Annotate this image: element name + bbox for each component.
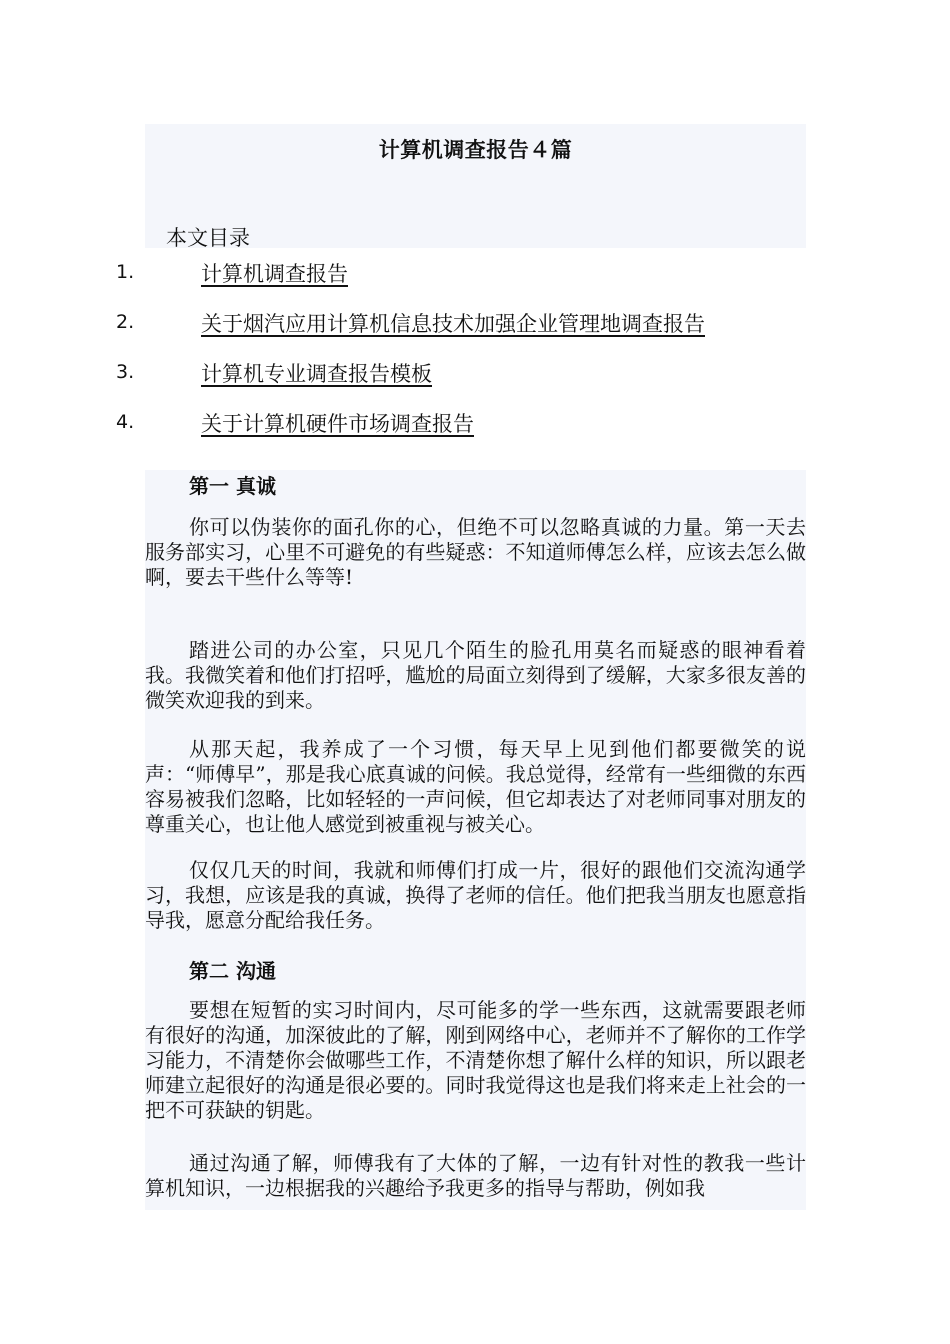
paragraph: 踏进公司的办公室，只见几个陌生的脸孔用莫名而疑惑的眼神看着我。我微笑着和他们打招呼，尴尬的局面立刻得到了缓解，大家多很友善的微笑欢迎我的到来。 xyxy=(145,638,806,712)
toc-link-4[interactable]: 关于计算机硬件市场调查报告 xyxy=(201,412,474,436)
toc-link-2[interactable]: 关于烟汽应用计算机信息技术加强企业管理地调查报告 xyxy=(201,312,705,336)
paragraph: 你可以伪装你的面孔你的心，但绝不可以忽略真诚的力量。第一天去服务部实习，心里不可避免的有些疑惑：不知道师傅怎么样，应该去怎么做啊，要去干些什么等等! xyxy=(145,515,806,589)
section-heading: 第一 真诚 xyxy=(189,474,276,498)
paragraph: 仅仅几天的时间，我就和师傅们打成一片，很好的跟他们交流沟通学习，我想，应该是我的真诚，换得了老师的信任。他们把我当朋友也愿意指导我，愿意分配给我任务。 xyxy=(145,858,806,932)
toc-number: 2. xyxy=(116,311,135,333)
paragraph: 从那天起，我养成了一个习惯，每天早上见到他们都要微笑的说声：“师傅早”，那是我心底真诚的问候。我总觉得，经常有一些细微的东西容易被我们忽略，比如轻轻的一声问候，但它却表达了对老师同事对朋友的尊重关心，也让他人感觉到被重视与被关心。 xyxy=(145,737,806,836)
document-title: 计算机调查报告４篇 xyxy=(378,138,573,162)
section-heading: 第二 沟通 xyxy=(189,959,276,983)
toc-number: 4. xyxy=(116,411,135,433)
toc-label: 本文目录 xyxy=(166,226,250,250)
toc-number: 1. xyxy=(116,261,135,283)
toc-number: 3. xyxy=(116,361,135,383)
toc-link-1[interactable]: 计算机调查报告 xyxy=(201,262,348,286)
paragraph: 要想在短暂的实习时间内，尽可能多的学一些东西，这就需要跟老师有很好的沟通，加深彼此的了解，刚到网络中心，老师并不了解你的工作学习能力，不清楚你会做哪些工作，不清楚你想了解什么样的知识，所以跟老师建立起很好的沟通是很必要的。同时我觉得这也是我们将来走上社会的一把不可获缺的钥匙。 xyxy=(145,998,806,1122)
paragraph: 通过沟通了解，师傅我有了大体的了解，一边有针对性的教我一些计算机知识，一边根据我的兴趣给予我更多的指导与帮助，例如我 xyxy=(145,1151,806,1200)
toc-link-3[interactable]: 计算机专业调查报告模板 xyxy=(201,362,432,386)
